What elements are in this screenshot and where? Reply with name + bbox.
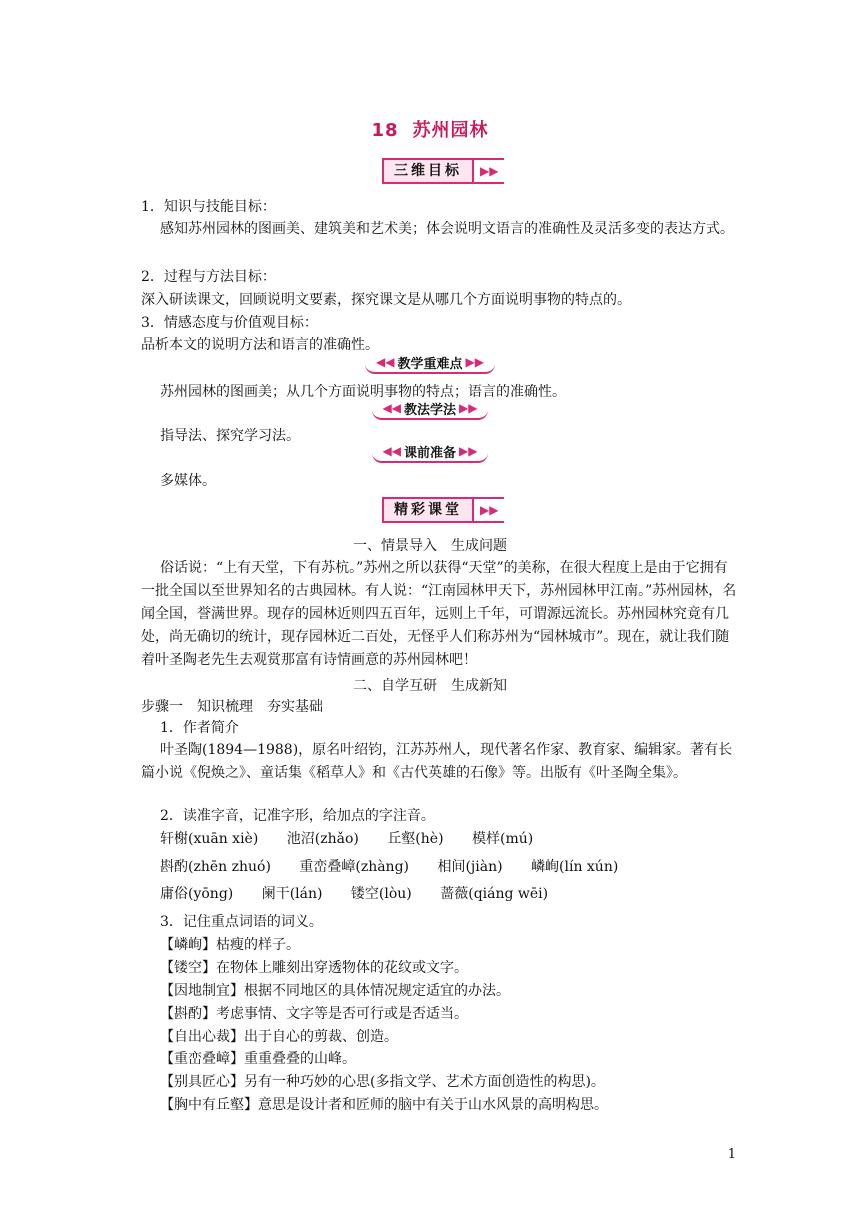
goal3-body: 品析本文的说明方法和语言的准确性。 <box>141 337 379 353</box>
pinyin-item: 庸俗(yōng) <box>160 886 234 902</box>
vocab-item: 【胸中有丘壑】意思是设计者和匠师的脑中有关于山水风景的高明构思。 <box>160 1097 608 1113</box>
part1-body: 俗话说：“上有天堂，下有苏杭。”苏州之所以获得“天堂”的美称，在很大程度上是由于它拥有一批全国以至世界知名的古典园林。有人说：“江南园林甲天下，苏州园林甲江南。”苏州园林，名闻全国，誉满世界。现存的园林近则四五百年，远则上千年，可谓源远流长。苏州园林究竟有几处，尚无确切的统计，现存园林近二百处，无怪乎人们称苏州为“园林城市”。现在，就让我们随着叶圣陶老先生去观赏那富有诗情画意的苏州园林吧！ <box>141 560 737 668</box>
vocab-item: 【斟酌】考虑事情、文字等是否可行或是否适当。 <box>160 1006 468 1022</box>
method-body: 指导法、探究学习法。 <box>160 428 300 444</box>
goal2-heading: 2．过程与方法目标： <box>141 269 276 285</box>
double-chevron-icon: ▶▶ <box>474 497 504 523</box>
pinyin-item: 嶙峋(lín xún) <box>531 859 619 875</box>
lesson-title: 苏州园林 <box>412 120 489 141</box>
pinyin-heading: 2．读准字音，记准字形，给加点的字注音。 <box>160 808 435 824</box>
lesson-number: 18 <box>371 120 399 141</box>
page-title <box>0 116 860 142</box>
class-badge <box>382 496 504 524</box>
pinyin-row-1 <box>160 828 557 848</box>
vocab-item: 【别具匠心】另有一种巧妙的心思(多指文学、艺术方面创造性的构思)。 <box>160 1074 605 1090</box>
difficulty-body: 苏州园林的图画美；从几个方面说明事物的特点；语言的准确性。 <box>160 384 566 400</box>
step1-heading: 步骤一 知识梳理 夯实基础 <box>141 699 323 715</box>
part1-title: 一、情景导入 生成问题 <box>353 538 507 554</box>
prep-body: 多媒体。 <box>160 473 216 489</box>
vocab-item: 【因地制宜】根据不同地区的具体情况规定适宜的办法。 <box>160 983 510 999</box>
goal2-body: 深入研读课文，回顾说明文要素，探究课文是从哪几个方面说明事物的特点的。 <box>141 292 631 308</box>
goals-badge <box>382 157 504 185</box>
vocab-item: 【重峦叠嶂】重重叠叠的山峰。 <box>160 1051 356 1067</box>
difficulty-badge <box>0 352 860 376</box>
method-badge-label: 教法学法 <box>403 402 456 418</box>
double-chevron-icon: ▶▶ <box>474 158 504 184</box>
vocab-item: 【嶙峋】枯瘦的样子。 <box>160 937 300 953</box>
pinyin-item: 丘壑(hè) <box>387 831 444 847</box>
goal1-heading: 1．知识与技能目标： <box>141 199 276 215</box>
author-body: 叶圣陶(1894—1988)，原名叶绍钧，江苏苏州人，现代著名作家、教育家、编辑家。著有长篇小说《倪焕之》、童话集《稻草人》和《古代英雄的石像》等。出版有《叶圣陶全集》。 <box>141 742 733 781</box>
left-chevron-icon: ◀◀ <box>382 401 401 415</box>
goal3-heading: 3．情感态度与价值观目标： <box>141 315 318 331</box>
left-chevron-icon: ◀◀ <box>382 444 401 458</box>
pinyin-item: 相间(jiàn) <box>437 859 503 875</box>
pinyin-item: 镂空(lòu) <box>350 886 412 902</box>
right-chevron-icon: ▶▶ <box>459 401 478 415</box>
pinyin-item: 池沼(zhǎo) <box>286 831 359 847</box>
page-number: 1 <box>727 1147 736 1162</box>
vocab-item: 【自出心裁】出于自心的剪裁、创造。 <box>160 1029 398 1045</box>
pinyin-row-3 <box>160 883 572 903</box>
vocab-item: 【镂空】在物体上雕刻出穿透物体的花纹或文字。 <box>160 960 468 976</box>
pinyin-row-2 <box>160 856 642 876</box>
pinyin-item: 轩榭(xuān xiè) <box>160 831 259 847</box>
right-chevron-icon: ▶▶ <box>465 355 484 369</box>
left-chevron-icon: ◀◀ <box>376 355 395 369</box>
right-chevron-icon: ▶▶ <box>459 444 478 458</box>
class-badge-label: 精彩课堂 <box>382 497 474 523</box>
method-badge <box>0 398 860 422</box>
pinyin-item: 重峦叠嶂(zhàng) <box>299 859 410 875</box>
prep-badge <box>0 441 860 465</box>
goals-badge-label: 三维目标 <box>382 158 474 184</box>
goal1-body: 感知苏州园林的图画美、建筑美和艺术美；体会说明文语言的准确性及灵活多变的表达方式。 <box>160 221 734 237</box>
vocab-heading: 3．记住重点词语的词义。 <box>160 914 323 930</box>
difficulty-badge-label: 教学重难点 <box>397 356 463 372</box>
part2-title: 二、自学互研 生成新知 <box>353 678 507 694</box>
pinyin-item: 模样(mú) <box>472 831 534 847</box>
prep-badge-label: 课前准备 <box>403 445 456 461</box>
pinyin-item: 阑干(lán) <box>261 886 323 902</box>
author-heading: 1．作者简介 <box>160 720 239 736</box>
pinyin-item: 斟酌(zhēn zhuó) <box>160 859 271 875</box>
pinyin-item: 蔷薇(qiáng wēi) <box>440 886 549 902</box>
